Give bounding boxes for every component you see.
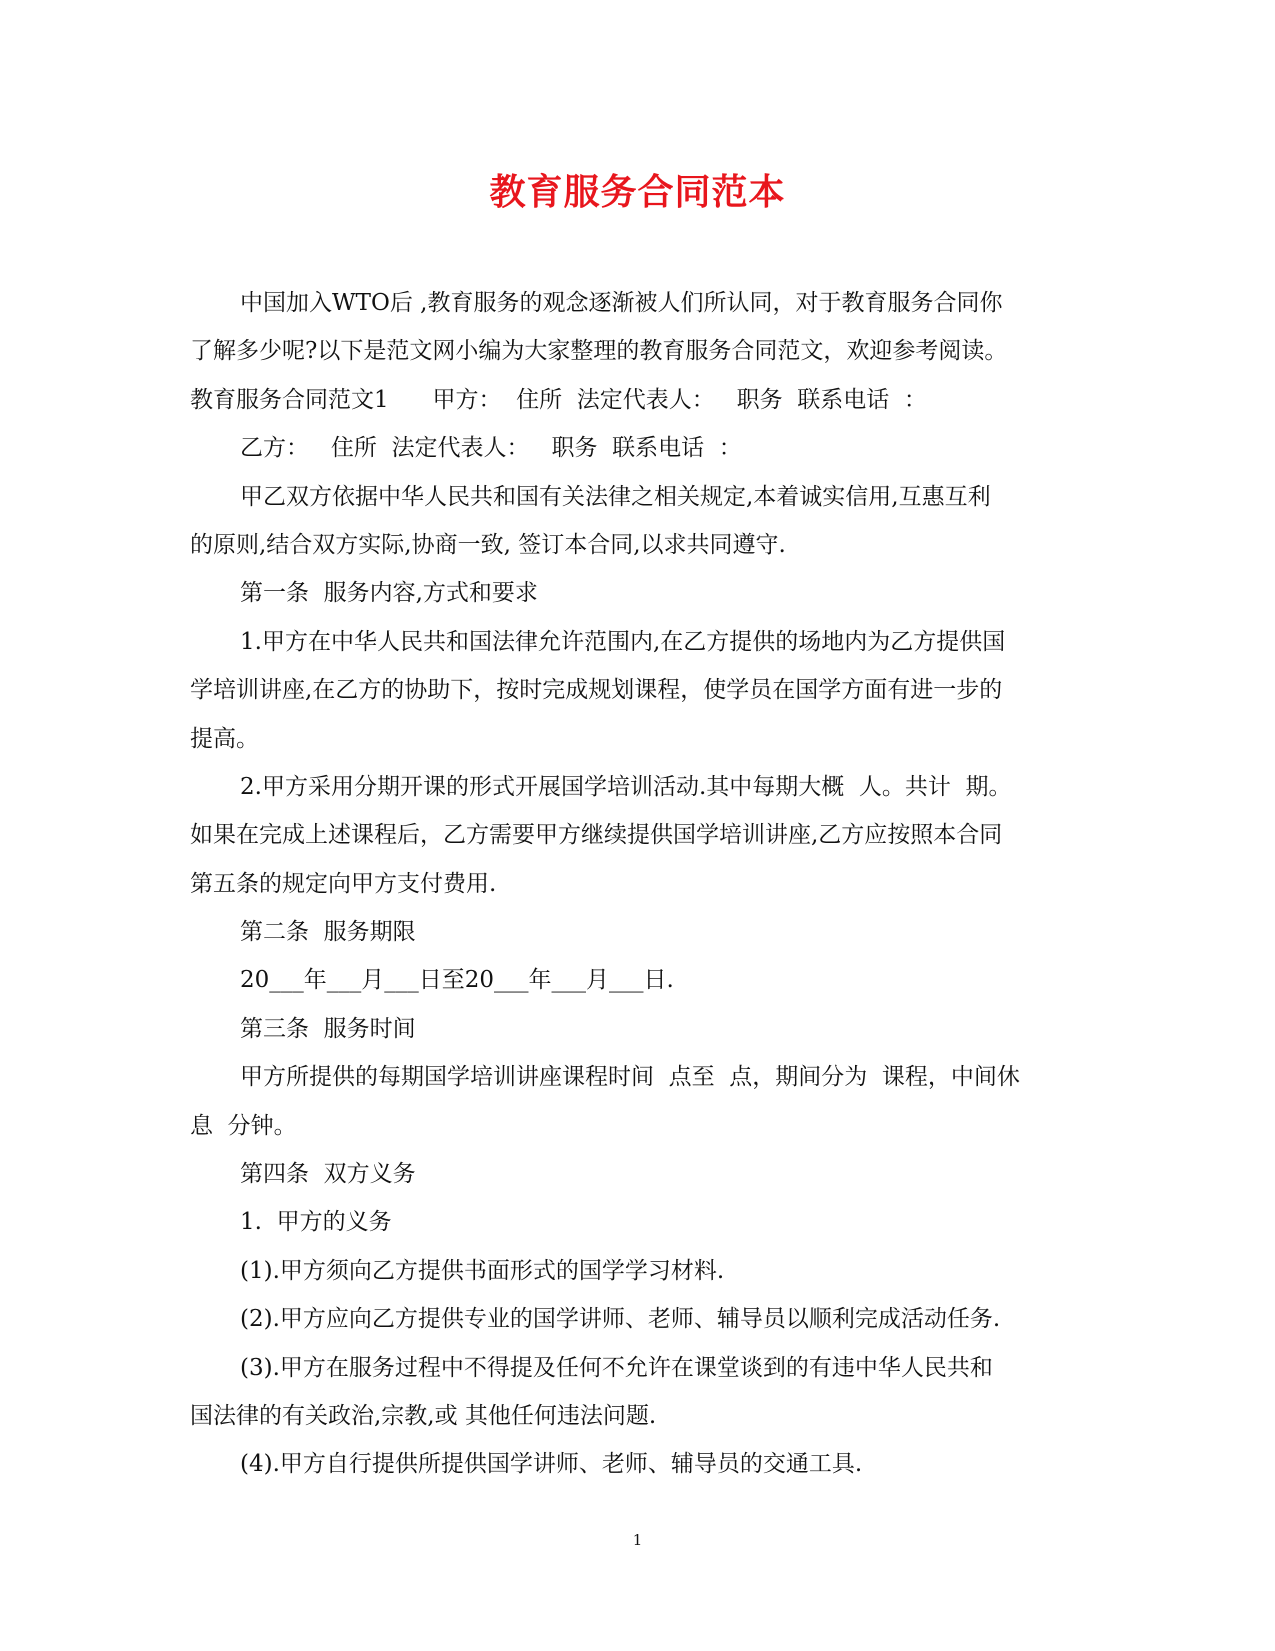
paragraph-line: 1. 甲方的义务 [240,1209,392,1236]
paragraph-line: 2.甲方采用分期开课的形式开展国学培训活动.其中每期大概 人。共计 期。 [240,773,1012,800]
paragraph-line: (1).甲方须向乙方提供书面形式的国学学习材料. [240,1257,725,1284]
section-heading: 第四条 双方义务 [240,1161,416,1188]
paragraph-line: 了解多少呢?以下是范文网小编为大家整理的教育服务合同范文，欢迎参考阅读。 [190,338,1008,365]
paragraph-line: (2).甲方应向乙方提供专业的国学讲师、老师、辅导员以顺利完成活动任务. [240,1306,1001,1333]
paragraph-line: (3).甲方在服务过程中不得提及任何不允许在课堂谈到的有违中华人民共和 [240,1354,993,1381]
paragraph-line: 教育服务合同范文1 甲方： 住所 法定代表人： 职务 联系电话 ： [190,386,927,413]
paragraph-line: 息 分钟。 [190,1112,297,1139]
paragraph-line: 国法律的有关政治,宗教,或 其他任何违法问题. [190,1402,657,1429]
paragraph-line: 学培训讲座,在乙方的协助下，按时完成规划课程，使学员在国学方面有进一步的 [190,677,1003,704]
section-heading: 第三条 服务时间 [240,1015,416,1042]
paragraph-line: 1.甲方在中华人民共和国法律允许范围内,在乙方提供的场地内为乙方提供国 [240,628,1006,655]
document-title: 教育服务合同范本 [489,171,786,213]
section-heading: 第一条 服务内容,方式和要求 [240,580,538,607]
paragraph-line: 如果在完成上述课程后，乙方需要甲方继续提供国学培训讲座,乙方应按照本合同 [190,822,1003,849]
paragraph-line: 20___年___月___日至20___年___月___日. [240,967,674,994]
paragraph-line: 甲乙双方依据中华人民共和国有关法律之相关规定,本着诚实信用,互惠互利 [240,483,991,510]
paragraph-line: 第五条的规定向甲方支付费用. [190,870,497,897]
section-heading: 第二条 服务期限 [240,919,416,946]
paragraph-line: 中国加入WTO后 ,教育服务的观念逐渐被人们所认同，对于教育服务合同你 [240,290,1003,316]
paragraph-line: 提高。 [190,725,259,752]
paragraph-line: 甲方所提供的每期国学培训讲座课程时间 点至 点，期间分为 课程，中间休 [240,1064,1020,1091]
paragraph-line: 的原则,结合双方实际,协商一致, 签订本合同,以求共同遵守. [190,531,786,558]
document-body [190,279,1085,1489]
paragraph-line: 乙方： 住所 法定代表人： 职务 联系电话 ： [240,435,742,462]
paragraph-line: (4).甲方自行提供所提供国学讲师、老师、辅导员的交通工具. [240,1451,863,1478]
page-number: 1 [632,1531,643,1549]
